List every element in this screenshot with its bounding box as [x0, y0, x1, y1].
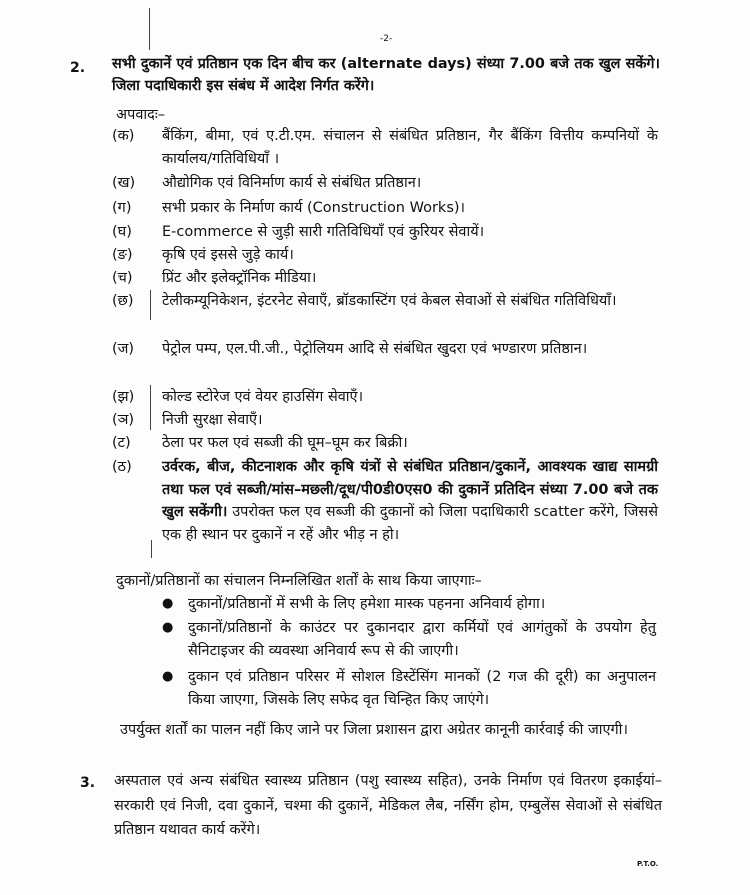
bullet-icon: ●	[162, 620, 174, 635]
item-label: (ठ)	[112, 459, 132, 475]
item-label: (ट)	[112, 435, 131, 451]
item-label: (ञ)	[112, 412, 135, 428]
bullet-icon: ●	[162, 596, 174, 611]
conditions-heading: दुकानों/प्रतिष्ठानों का संचालन निम्नलिखित शर्तों के साथ किया जाएगाः–	[116, 573, 482, 589]
para3-number: 3.	[80, 775, 96, 791]
item-text: टेलीकम्यूनिकेशन, इंटरनेट सेवाएँ, ब्रॉडकास्टिंग एवं केबल सेवाओं से संबंधित गतिविधियाँ।	[162, 293, 617, 309]
item-text: निजी सुरक्षा सेवाएँ।	[162, 412, 263, 428]
item-label: (घ)	[112, 224, 132, 240]
para3-text: अस्पताल एवं अन्य संबंधित स्वास्थ्य प्रतिष्ठान (पशु स्वास्थ्य सहित), उनके निर्माण एवं वितरण इकाईयां–सरकारी एवं निजी, दवा दुकानें, चश्मा की दुकानें, मेडिकल लैब, नर्सिंग होम, एम्बुलेंस सेवाओं से संबंधित प्रतिष्ठान यथावत कार्य करेंगे।	[114, 773, 662, 838]
condition-text: दुकानों/प्रतिष्ठानों में सभी के लिए हमेशा मास्क पहनना अनिवार्य होगा।	[188, 596, 546, 612]
item-label: (झ)	[112, 389, 135, 405]
item-text: E-commerce से जुड़ी सारी गतिविधियाँ एवं कुरियर सेवायें।	[162, 224, 485, 240]
warning-text: उपर्युक्त शर्तों का पालन नहीं किए जाने पर जिला प्रशासन द्वारा अग्रेतर कानूनी कार्रवाई की जाएगी।	[120, 722, 628, 738]
item-text: कृषि एवं इससे जुड़े कार्य।	[162, 247, 294, 263]
item-text: कोल्ड स्टोरेज एवं वेयर हाउसिंग सेवाएँ।	[162, 389, 364, 405]
pto-label: P.T.O.	[637, 860, 659, 868]
para2-number: 2.	[70, 60, 86, 76]
condition-text: दुकान एवं प्रतिष्ठान परिसर में सोशल डिस्टेंसिंग मानकों (2 गज की दूरी) का अनुपालन किया जाएगा, जिसके लिए सफेद वृत चिन्हित किए जाएंगे।	[188, 669, 656, 708]
page-number: -2-	[380, 34, 393, 44]
item-text: पेट्रोल पम्प, एल.पी.जी., पेट्रोलियम आदि से संबंधित खुदरा एवं भण्डारण प्रतिष्ठान।	[162, 341, 588, 357]
item-label: (च)	[112, 270, 133, 286]
margin-mark	[151, 540, 152, 558]
exceptions-heading: अपवादः–	[116, 107, 166, 123]
item-label: (ग)	[112, 200, 132, 216]
para2-text: सभी दुकानें एवं प्रतिष्ठान एक दिन बीच कर (alternate days) संध्या 7.00 बजे तक खुल सकेंगे। जिला पदाधिकारी इस संबंध में आदेश निर्गत करेंगे।	[112, 56, 660, 94]
item-label: (छ)	[112, 293, 134, 309]
item-text: ठेला पर फल एवं सब्जी की घूम–घूम कर बिक्री।	[162, 435, 408, 451]
item-text: बैंकिंग, बीमा, एवं ए.टी.एम. संचालन से संबंधित प्रतिष्ठान, गैर बैंकिंग वित्तीय कम्पनियों के कार्यालय/गतिविधियाँ ।	[162, 128, 658, 167]
item-text: औद्योगिक एवं विनिर्माण कार्य से संबंधित प्रतिष्ठान।	[162, 175, 422, 191]
item-text-bold: उर्वरक, बीज, कीटनाशक और कृषि यंत्रों से संबंधित प्रतिष्ठान/दुकानें, आवश्यक खाद्य सामग्री तथा फल एवं सब्जी/मांस–मछली/दूध/पी0डी0एस0 की दुकानें प्रतिदिन संध्या 7.00 बजे तक खुल सकेंगी।	[162, 459, 658, 520]
item-text: सभी प्रकार के निर्माण कार्य (Construction Works)।	[162, 200, 466, 216]
item-text: प्रिंट और इलेक्ट्रॉनिक मीडिया।	[162, 270, 317, 286]
item-text	[162, 456, 658, 546]
margin-mark	[149, 8, 150, 50]
item-label: (क)	[112, 128, 135, 144]
bullet-icon: ●	[162, 669, 174, 684]
condition-text: दुकानों/प्रतिष्ठानों के काउंटर पर दुकानदार द्वारा कर्मियों एवं आगंतुकों के उपयोग हेतु सैनिटाइजर की व्यवस्था अनिवार्य रूप से की जाएगी।	[188, 620, 656, 659]
item-text-normal: उपरोक्त फल एव सब्जी की दुकानों को जिला पदाधिकारी scatter करेंगे, जिससे एक ही स्थान पर दुकानें न रहें और भीड़ न हो।	[162, 504, 658, 543]
item-label: (ज)	[112, 341, 135, 357]
item-label: (ख)	[112, 175, 136, 191]
item-label: (ङ)	[112, 247, 133, 263]
